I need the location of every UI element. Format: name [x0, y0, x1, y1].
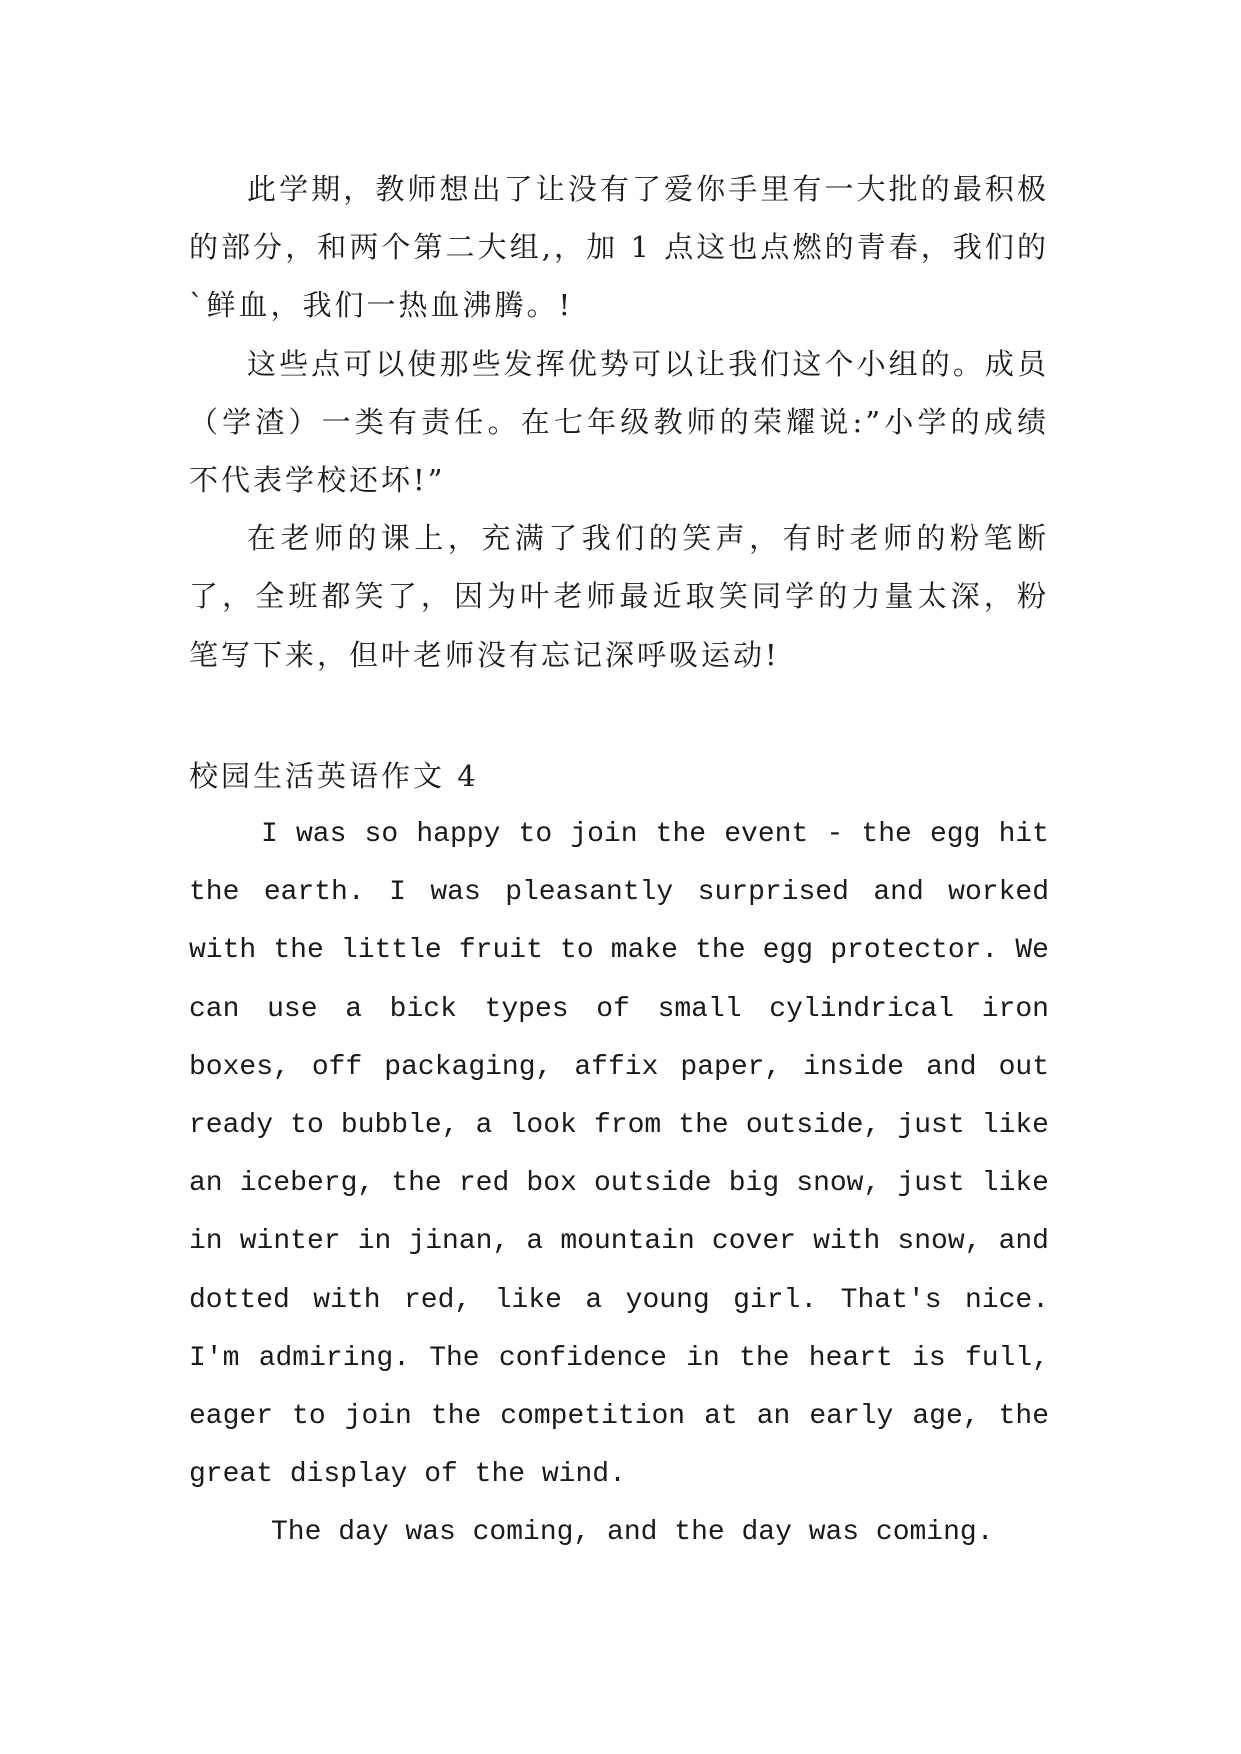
section-heading-wrapper [189, 747, 1049, 805]
paragraph: 在老师的课上，充满了我们的笑声，有时老师的粉笔断了，全班都笑了，因为叶老师最近取笑同学的力量太深，粉笔写下来，但叶老师没有忘记深呼吸运动! [189, 521, 1049, 672]
paragraph: 这些点可以使那些发挥优势可以让我们这个小组的。成员（学渣）一类有责任。在七年级教师的荣耀说:”小学的成绩不代表学校还坏!” [189, 346, 1049, 498]
paragraph: 此学期，教师想出了让没有了爱你手里有一大批的最积极的部分，和两个第二大组,，加 1 点这也点燃的青春，我们的`鲜血，我们一热血沸腾。! [189, 172, 1049, 323]
paragraph: The day was coming, and the day was coming. [271, 1517, 994, 1549]
section-heading: 校园生活英语作文 4 [189, 759, 479, 793]
chinese-text-section [189, 160, 1049, 684]
paragraph: I was so happy to join the event - the egg hit the earth. I was pleasantly surprised and worked with the little fruit to make the egg protector. We can use a bick types of small cylindrical iron boxes, off packaging, affix paper, inside and out ready to bubble, a look from the outside, just like an iceberg, the red box outside big snow, just like in winter in jinan, a mountain cover with snow, and dotted with red, like a young girl. That's nice. I'm admiring. The confidence in the heart is full, eager to join the competition at an early age, the great display of the wind. [189, 819, 1049, 1491]
english-text-section [189, 806, 1049, 1563]
